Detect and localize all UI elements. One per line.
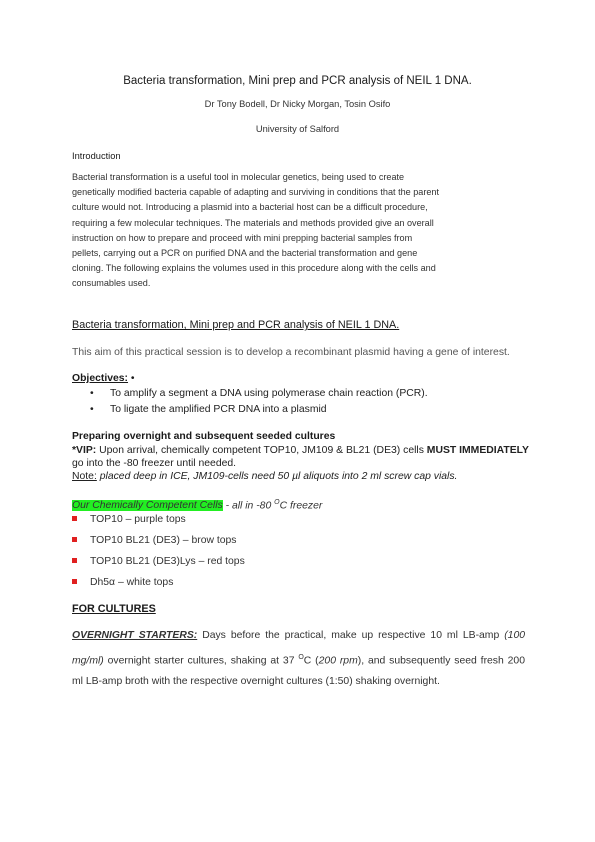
intro-line: Bacterial transformation is a useful tool in molecular genetics, being used to create [72,172,405,182]
red-square-bullet-icon [72,558,77,563]
degree-superscript: O [298,653,304,661]
objectives-line [72,373,135,384]
intro-line: instruction on how to prepare and proceed with mini prepping bacterial samples from [72,232,413,243]
overnight-italic: (100 mg/ml) [72,630,526,666]
cell-list-item [72,514,186,525]
objective-item [90,404,327,415]
red-square-bullet-icon [72,579,77,584]
cell-list-item [72,577,173,588]
cell-item-text: TOP10 – purple tops [90,514,186,525]
competent-cells-line [72,499,322,511]
vip-paragraph [72,444,532,470]
cell-item-text: TOP10 BL21 (DE3) – brow tops [90,535,237,546]
cell-list-item [72,535,237,546]
prep-heading: Preparing overnight and subsequent seeded cultures [72,431,336,442]
affiliation-line: University of Salford [255,124,340,134]
overnight-lead: OVERNIGHT STARTERS: [72,630,198,641]
section-heading: Bacteria transformation, Mini prep and PCR analysis of NEIL 1 DNA. [72,319,400,331]
intro-line: genetically modified bacteria capable of adapting and surviving in conditions that the parent [72,187,440,198]
red-square-bullet-icon [72,516,77,521]
vip-label: *VIP: [72,445,97,456]
highlighted-text: Our Chemically Competent Cells [72,500,223,512]
introduction-heading: Introduction [72,151,121,161]
intro-line: pellets, carrying out a PCR on purified DNA and the bacterial transformation and gene [72,248,418,259]
cells-suffix: - all in -80 [222,500,275,512]
cultures-heading: FOR CULTURES [72,603,156,615]
degree-superscript: O [274,499,280,506]
objective-text: To ligate the amplified PCR DNA into a plasmid [110,404,327,415]
authors-line: Dr Tony Bodell, Dr Nicky Morgan, Tosin Osifo [204,99,391,109]
objectives-mark: • [128,373,135,384]
intro-line: culture would not. Introducing a plasmid into a bacterial host can be a difficult procedure, [72,202,428,213]
introduction-paragraph [72,170,532,292]
aim-paragraph: This aim of this practical session is to develop a recombinant plasmid having a gene of interest. [72,347,510,358]
overnight-text: C ( [303,654,319,666]
note-text: placed deep in ICE, JM109-cells need 50 µl aliquots into 2 ml screw cap vials. [96,471,458,482]
vip-text: Upon arrival, chemically competent TOP10, JM109 & BL21 (DE3) cells [96,445,427,456]
intro-line: cloning. The following explains the volumes used in this procedure along with the cells and [72,263,436,274]
red-square-bullet-icon [72,537,77,542]
intro-line: requiring a few molecular techniques. The materials and methods provided give an overall [72,217,434,228]
overnight-text: Days before the practical, make up respective 10 ml LB-amp [197,630,505,641]
objective-item [90,388,428,399]
objectives-label: Objectives: [72,373,129,384]
objective-text: To amplify a segment a DNA using polymerase chain reaction (PCR). [110,388,428,399]
bullet-glyph: • [90,388,94,399]
overnight-text: ), and subsequently seed fresh 200 ml LB-amp broth with the respective overnight cultures (1:50) shaking overnight. [72,654,525,688]
overnight-paragraph [72,625,525,693]
note-label: Note: [72,471,97,482]
cells-unit: C freezer [279,500,323,512]
vip-tail: go into the -80 freezer until needed. [72,458,237,469]
cell-item-text: TOP10 BL21 (DE3)Lys – red tops [90,556,245,567]
bullet-glyph: • [90,404,94,415]
overnight-italic: 200 rpm [318,654,358,666]
overnight-text: overnight starter cultures, shaking at 37 [103,654,299,666]
document-title: Bacteria transformation, Mini prep and PCR analysis of NEIL 1 DNA. [123,75,472,87]
cell-list-item [72,556,245,567]
intro-line: consumables used. [72,278,151,289]
cell-item-text: Dh5α – white tops [90,577,174,588]
note-line [72,471,457,482]
vip-bold: MUST IMMEDIATELY [426,445,529,456]
